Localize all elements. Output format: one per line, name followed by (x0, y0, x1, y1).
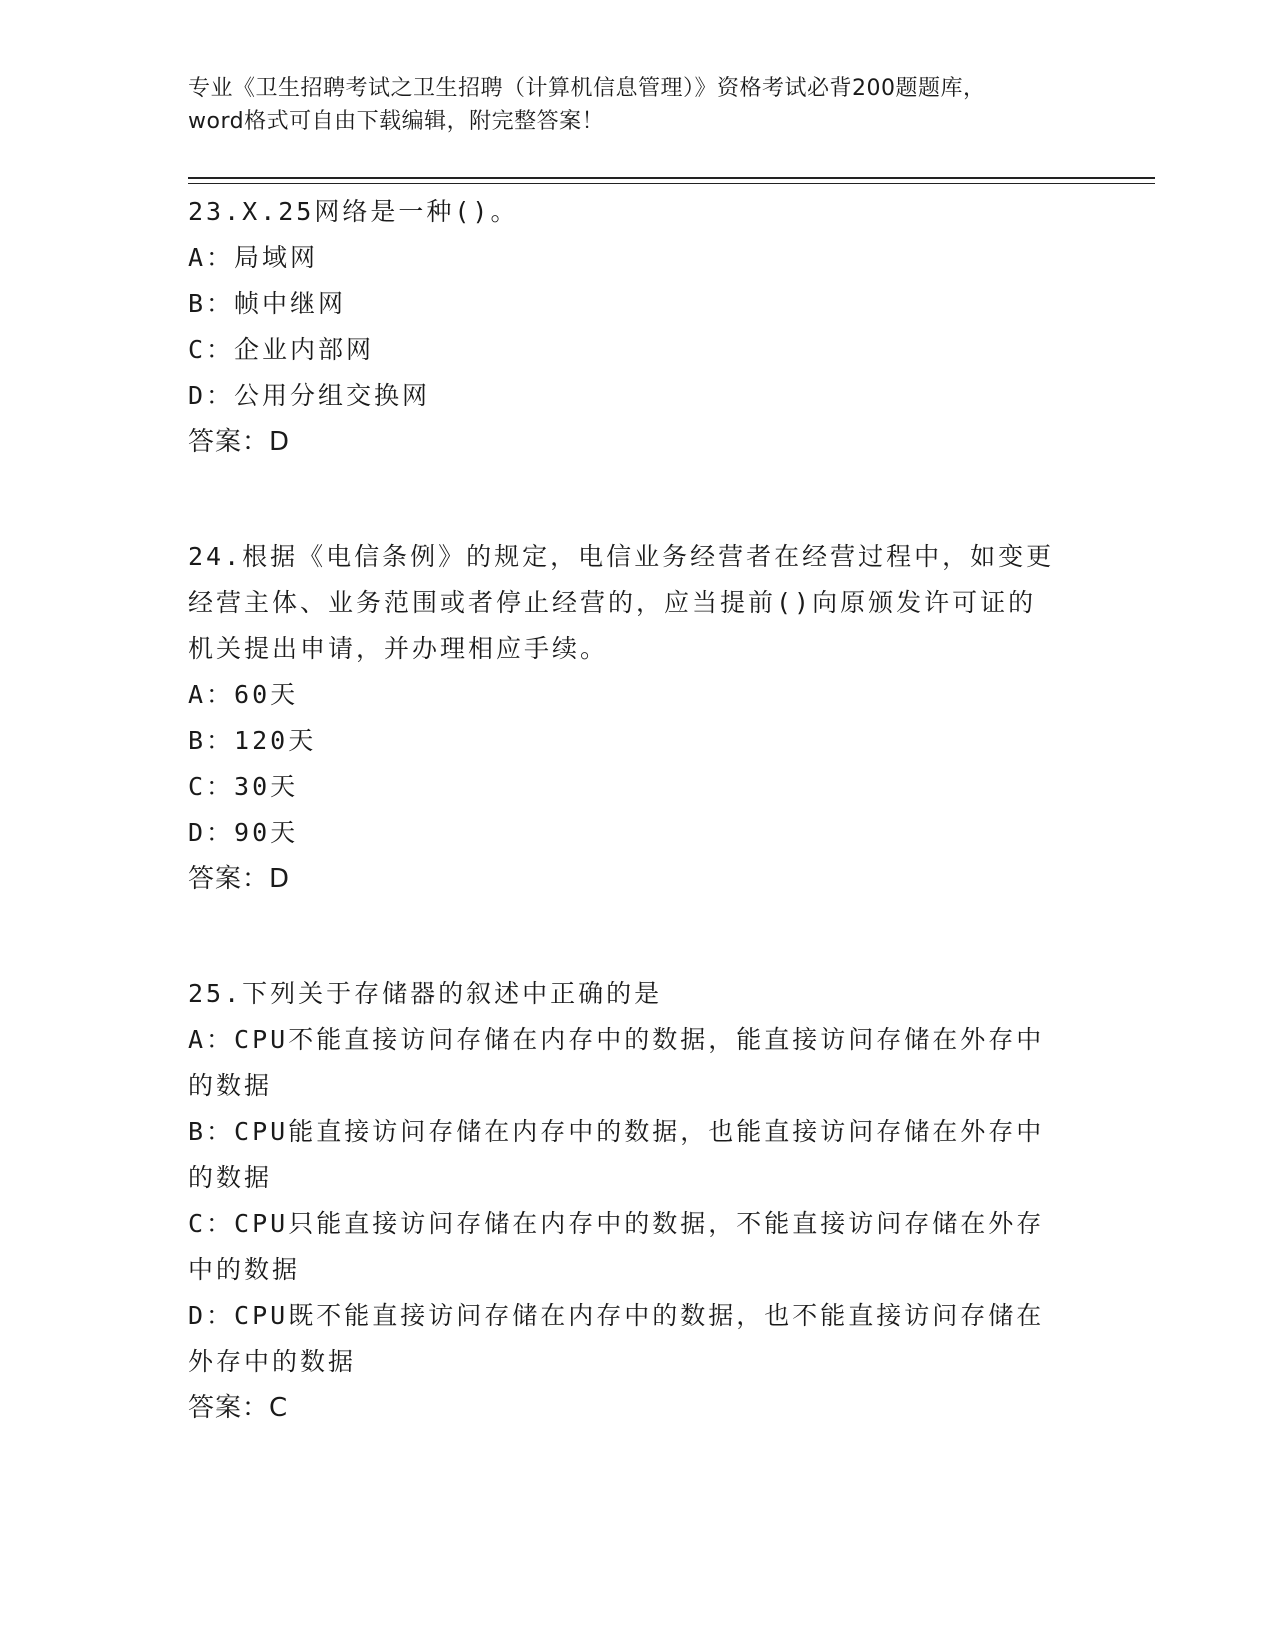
document-header (188, 72, 1088, 138)
option-line: B：CPU能直接访问存储在内存中的数据，也能直接访问存储在外存中 (188, 1117, 1045, 1146)
answer-line: 答案：C (188, 1393, 289, 1423)
question-block (188, 534, 1088, 902)
answer-line: 答案：D (188, 427, 291, 457)
option-line: C：CPU只能直接访问存储在内存中的数据，不能直接访问存储在外存 (188, 1209, 1045, 1238)
header-line-1: 专业《卫生招聘考试之卫生招聘（计算机信息管理）》资格考试必背200题题库， (188, 76, 986, 101)
answer-line: 答案：D (188, 864, 291, 894)
option-line: D：公用分组交换网 (188, 381, 431, 410)
option-line: D：CPU既不能直接访问存储在内存中的数据，也不能直接访问存储在 (188, 1301, 1045, 1330)
option-line: A：CPU不能直接访问存储在内存中的数据，能直接访问存储在外存中 (188, 1025, 1045, 1054)
question-stem-line: 25.下列关于存储器的叙述中正确的是 (188, 979, 663, 1008)
question-spacer (188, 465, 1088, 534)
question-stem-line: 23.X.25网络是一种()。 (188, 197, 519, 226)
question-stem-line: 经营主体、业务范围或者停止经营的，应当提前()向原颁发许可证的 (188, 588, 1037, 617)
question-spacer (188, 902, 1088, 971)
option-line: A：60天 (188, 680, 299, 709)
option-line: 中的数据 (188, 1255, 301, 1284)
option-line: B：帧中继网 (188, 289, 347, 318)
option-line: 的数据 (188, 1163, 273, 1192)
header-line-2: word格式可自由下载编辑，附完整答案！ (188, 109, 605, 134)
question-block (188, 971, 1088, 1431)
option-line: A：局域网 (188, 243, 319, 272)
option-line: B：120天 (188, 726, 317, 755)
question-list (188, 189, 1088, 1431)
header-divider-thin (188, 183, 1155, 184)
option-line: C：企业内部网 (188, 335, 375, 364)
question-block (188, 189, 1088, 465)
question-stem-line: 24.根据《电信条例》的规定，电信业务经营者在经营过程中，如变更 (188, 542, 1055, 571)
option-line: C：30天 (188, 772, 299, 801)
question-stem-line: 机关提出申请，并办理相应手续。 (188, 634, 609, 663)
option-line: 的数据 (188, 1071, 273, 1100)
header-divider-thick (188, 177, 1155, 179)
option-line: D：90天 (188, 818, 299, 847)
option-line: 外存中的数据 (188, 1347, 357, 1376)
